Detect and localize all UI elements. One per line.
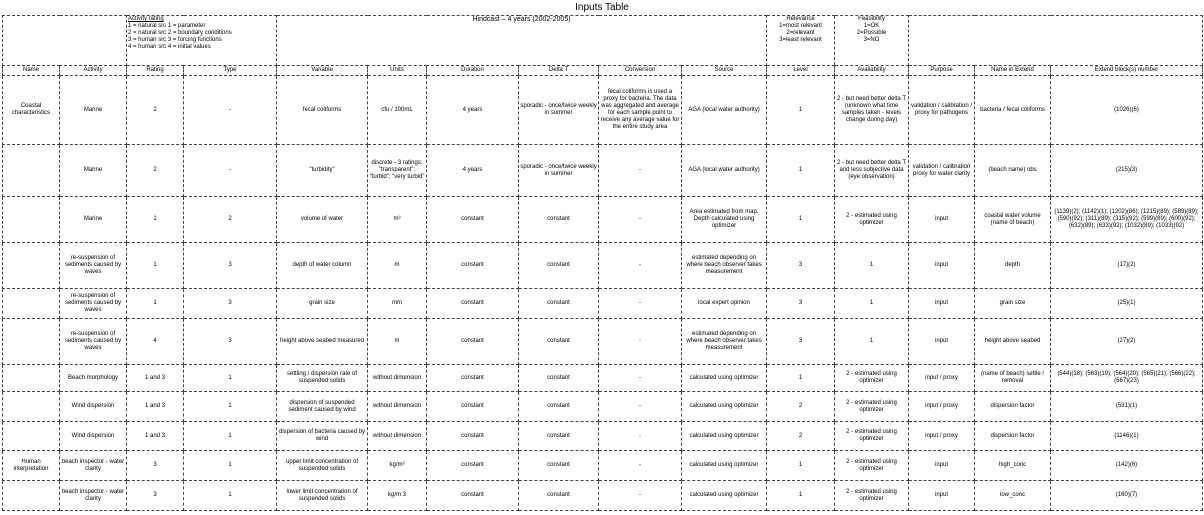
- cell-units: cfu / 100mL: [368, 76, 427, 145]
- cell-duration: constant: [427, 197, 519, 243]
- col-header-conversion: Conversion: [599, 66, 682, 76]
- cell-name: [3, 392, 60, 422]
- hindcast-header: [277, 16, 767, 66]
- cell-units: kg/m 3: [368, 481, 427, 511]
- col-header-units: Units: [368, 66, 427, 76]
- cell-variable: upper limit concentration of suspended solids: [277, 451, 368, 481]
- cell-type: 1: [184, 451, 277, 481]
- cell-delta-t: constant: [519, 197, 599, 243]
- cell-name: [3, 481, 60, 511]
- cell-units: without dimension: [368, 365, 427, 392]
- cell-conversion: -: [599, 197, 682, 243]
- cell-name: Human interpretation: [3, 451, 60, 481]
- cell-extend-name: low_conc: [975, 481, 1051, 511]
- col-header-variable: Variable: [277, 66, 368, 76]
- cell-delta-t: constant: [519, 451, 599, 481]
- cell-delta-t: constant: [519, 319, 599, 365]
- col-header-level: Level: [767, 66, 835, 76]
- cell-activity: re-suspension of sediments caused by waves: [60, 243, 127, 289]
- legend-line: 4 = human src 4 = initial values: [128, 44, 211, 50]
- cell-units: without dimension: [368, 422, 427, 451]
- cell-source: AGA (local water authority): [682, 145, 767, 197]
- feasibility-line: 1=OK: [863, 23, 880, 29]
- cell-duration: 4 years: [427, 145, 519, 197]
- cell-extend-block: (142)(6): [1051, 451, 1203, 481]
- cell-level: 1: [767, 481, 835, 511]
- cell-duration: constant: [427, 319, 519, 365]
- table-row: [3, 76, 1203, 145]
- cell-availability: 2 - estimated using optimizer: [835, 365, 909, 392]
- col-header-purpose: Purpose: [909, 66, 975, 76]
- cell-type: 3: [184, 319, 277, 365]
- col-header-extend-block: Extend block(s) number: [1051, 66, 1203, 76]
- cell-activity: re-suspension of sediments caused by waves: [60, 289, 127, 319]
- cell-source: calculated using optimizer: [682, 365, 767, 392]
- cell-units: m³: [368, 197, 427, 243]
- cell-extend-name: high_conc: [975, 451, 1051, 481]
- cell-availability: 2 - but need better delta T (unknown what time samples taken - levels change during day): [835, 76, 909, 145]
- cell-name: Coastal characteristics: [3, 76, 60, 145]
- cell-extend-block: (1026)(6): [1051, 76, 1203, 145]
- cell-activity: Beach morphology: [60, 365, 127, 392]
- feasibility-line: 2=Possible: [856, 30, 887, 36]
- col-header-rating: Rating: [127, 66, 184, 76]
- cell-rating: 2: [127, 145, 184, 197]
- cell-units: without dimension: [368, 392, 427, 422]
- relevance-header: [767, 16, 835, 66]
- cell-type: 1: [184, 481, 277, 511]
- cell-type: 3: [184, 289, 277, 319]
- cell-activity: re-suspension of sediments caused by waves: [60, 319, 127, 365]
- cell-level: 1: [767, 197, 835, 243]
- cell-conversion: -: [599, 243, 682, 289]
- col-header-availability: Availability: [835, 66, 909, 76]
- cell-rating: 1 and 3: [127, 392, 184, 422]
- cell-source: AGA (local water authority): [682, 76, 767, 145]
- col-header-extend-name: Name in Extend: [975, 66, 1051, 76]
- feasibility-header: [835, 16, 909, 66]
- cell-units: discrete - 3 ratings: "transparent"; "turbid"; "very turbid": [368, 145, 427, 197]
- table-row: [3, 392, 1203, 422]
- table-body: [3, 76, 1203, 511]
- cell-name: [3, 289, 60, 319]
- cell-variable: "turbidity": [277, 145, 368, 197]
- hindcast-label: Hindcast – 4 years (2002-2005): [472, 16, 571, 23]
- cell-delta-t: constant: [519, 481, 599, 511]
- cell-level: 1: [767, 451, 835, 481]
- cell-duration: constant: [427, 243, 519, 289]
- cell-source: local expert opinion: [682, 289, 767, 319]
- cell-extend-block: (1139)(2); (1142)(1); (1202)(86); (1215)(89); (589)(89); (590)(92); (311)(89); (315)(92); (599)(89); (600)(92); (632)(89); (633)(92); (1032)(89); (1033)(92): [1051, 197, 1203, 243]
- cell-name: [3, 197, 60, 243]
- cell-conversion: -: [599, 145, 682, 197]
- cell-extend-name: grain size: [975, 289, 1051, 319]
- cell-purpose: input / proxy: [909, 392, 975, 422]
- cell-availability: 2 - estimated using optimizer: [835, 422, 909, 451]
- cell-rating: 3: [127, 451, 184, 481]
- cell-purpose: validation / calibration proxy for water clarity: [909, 145, 975, 197]
- table-row: [3, 243, 1203, 289]
- cell-source: calculated using optimizer: [682, 422, 767, 451]
- cell-units: mm: [368, 289, 427, 319]
- table-row: [3, 197, 1203, 243]
- cell-variable: volume of water: [277, 197, 368, 243]
- cell-conversion: -: [599, 392, 682, 422]
- cell-source: calculated using optimizer: [682, 481, 767, 511]
- cell-activity: Wind dispersion: [60, 392, 127, 422]
- table-title: Inputs Table: [575, 2, 629, 13]
- cell-type: 2: [184, 197, 277, 243]
- cell-purpose: input: [909, 319, 975, 365]
- legend-line: 2 = natural src 2 = boundary conditions: [128, 30, 232, 36]
- table-row: [3, 422, 1203, 451]
- relevance-heading: Relevance: [786, 16, 815, 22]
- legend-line: 3 = human src 3 = forcing functions: [128, 37, 222, 43]
- cell-extend-name: bacteria / fecal coliforms: [975, 76, 1051, 145]
- cell-conversion: -: [599, 481, 682, 511]
- cell-level: 1: [767, 76, 835, 145]
- cell-variable: depth of water column: [277, 243, 368, 289]
- blank-group-cell: [909, 16, 1203, 66]
- table-row: [3, 451, 1203, 481]
- cell-type: -: [184, 76, 277, 145]
- cell-name: [3, 243, 60, 289]
- col-header-name: Name: [3, 66, 60, 76]
- cell-units: m: [368, 319, 427, 365]
- cell-activity: Wind dispersion: [60, 422, 127, 451]
- blank-group-cell: [3, 16, 127, 66]
- col-header-delta-t: Delta T: [519, 66, 599, 76]
- cell-extend-block: (17)(2): [1051, 243, 1203, 289]
- cell-purpose: input: [909, 243, 975, 289]
- cell-source: estimated depending on where beach observer takes measurement: [682, 319, 767, 365]
- cell-duration: constant: [427, 365, 519, 392]
- cell-type: -: [184, 145, 277, 197]
- table-row: [3, 289, 1203, 319]
- cell-level: 1: [767, 365, 835, 392]
- col-header-source: Source: [682, 66, 767, 76]
- cell-source: calculated using optimizer: [682, 392, 767, 422]
- cell-units: m: [368, 243, 427, 289]
- cell-rating: 3: [127, 481, 184, 511]
- cell-purpose: input: [909, 451, 975, 481]
- cell-delta-t: sporadic - once/twice weekly in summer: [519, 145, 599, 197]
- cell-delta-t: sporadic - once/twice weekly in summer: [519, 76, 599, 145]
- cell-variable: height above seabed measured: [277, 319, 368, 365]
- cell-availability: 2 - estimated using optimizer: [835, 451, 909, 481]
- table-row: [3, 145, 1203, 197]
- cell-extend-block: (531)(1): [1051, 392, 1203, 422]
- cell-conversion: -: [599, 319, 682, 365]
- cell-extend-block: (215)(3): [1051, 145, 1203, 197]
- cell-level: 2: [767, 422, 835, 451]
- cell-rating: 1: [127, 243, 184, 289]
- cell-rating: 2: [127, 76, 184, 145]
- cell-extend-block: (27)(2): [1051, 319, 1203, 365]
- feasibility-heading: Feasibility: [858, 16, 885, 22]
- cell-availability: 2 - estimated using optimizer: [835, 197, 909, 243]
- activity-rating-heading: Activity rating: [128, 16, 164, 22]
- cell-rating: 1: [127, 289, 184, 319]
- cell-purpose: input / proxy: [909, 422, 975, 451]
- cell-source: Area estimated from map. Depth calculated using optimizer: [682, 197, 767, 243]
- cell-availability: 2 - estimated using optimizer: [835, 481, 909, 511]
- cell-delta-t: constant: [519, 289, 599, 319]
- inputs-table: [2, 15, 1203, 511]
- relevance-line: 1=most relevant: [779, 23, 822, 29]
- cell-level: 3: [767, 319, 835, 365]
- cell-type: 1: [184, 392, 277, 422]
- cell-delta-t: constant: [519, 243, 599, 289]
- col-header-type: Type: [184, 66, 277, 76]
- cell-availability: 1: [835, 243, 909, 289]
- cell-extend-block: (160)(7): [1051, 481, 1203, 511]
- cell-units: kg/m³: [368, 451, 427, 481]
- cell-availability: 1: [835, 289, 909, 319]
- cell-conversion: -: [599, 451, 682, 481]
- cell-type: 3: [184, 243, 277, 289]
- cell-extend-name: height above seabed: [975, 319, 1051, 365]
- cell-level: 3: [767, 243, 835, 289]
- cell-extend-block: (1146)(1): [1051, 422, 1203, 451]
- cell-source: calculated using optimizer: [682, 451, 767, 481]
- cell-purpose: input: [909, 197, 975, 243]
- cell-extend-block: (544)(18); (563)(19); (564)(20); (565)(21); (566)(22); (567)(23): [1051, 365, 1203, 392]
- column-header-row: [3, 66, 1203, 76]
- cell-delta-t: constant: [519, 392, 599, 422]
- cell-name: [3, 365, 60, 392]
- cell-extend-name: coastal water volume (name of beach): [975, 197, 1051, 243]
- cell-duration: constant: [427, 451, 519, 481]
- cell-purpose: input: [909, 481, 975, 511]
- cell-variable: fecal coliforms: [277, 76, 368, 145]
- cell-extend-name: dispersion factor: [975, 392, 1051, 422]
- relevance-line: 3=least relevant: [779, 37, 822, 43]
- cell-extend-block: (25)(1): [1051, 289, 1203, 319]
- cell-duration: constant: [427, 422, 519, 451]
- cell-variable: settling / dispersion rate of suspended solids: [277, 365, 368, 392]
- cell-name: [3, 422, 60, 451]
- cell-conversion: -: [599, 422, 682, 451]
- cell-rating: 1 and 3: [127, 422, 184, 451]
- cell-purpose: validation / calibration / proxy for pathogens: [909, 76, 975, 145]
- cell-level: 3: [767, 289, 835, 319]
- cell-activity: beach inspector - water clarity: [60, 451, 127, 481]
- cell-activity: Marine: [60, 145, 127, 197]
- cell-conversion: fecal coliforms is used a proxy for bacteria. The data was aggregated and average for each sample point to receive any average value for the entire study area: [599, 76, 682, 145]
- cell-activity: Marine: [60, 76, 127, 145]
- cell-source: estimated depending on where beach observer takes measurement: [682, 243, 767, 289]
- cell-variable: dispersion of bacteria caused by wind: [277, 422, 368, 451]
- cell-type: 1: [184, 422, 277, 451]
- cell-extend-name: (name of beach) settle / removal: [975, 365, 1051, 392]
- col-header-duration: Duration: [427, 66, 519, 76]
- activity-rating-legend: [127, 16, 277, 66]
- cell-conversion: -: [599, 289, 682, 319]
- cell-extend-name: depth: [975, 243, 1051, 289]
- cell-activity: beach inspector - water clarity: [60, 481, 127, 511]
- cell-level: 1: [767, 145, 835, 197]
- feasibility-line: 3=NO: [863, 37, 880, 43]
- cell-availability: 1: [835, 319, 909, 365]
- cell-duration: constant: [427, 481, 519, 511]
- cell-name: [3, 319, 60, 365]
- cell-conversion: -: [599, 365, 682, 392]
- cell-extend-name: (beach name) obs: [975, 145, 1051, 197]
- cell-rating: 1: [127, 197, 184, 243]
- cell-duration: constant: [427, 392, 519, 422]
- cell-duration: 4 years: [427, 76, 519, 145]
- table-row: [3, 481, 1203, 511]
- table-row: [3, 365, 1203, 392]
- col-header-activity: Activity: [60, 66, 127, 76]
- cell-availability: 2 - estimated using optimizer: [835, 392, 909, 422]
- cell-duration: constant: [427, 289, 519, 319]
- group-header-row: [3, 16, 1203, 66]
- cell-variable: dispersion of suspended sediment caused by wind: [277, 392, 368, 422]
- cell-variable: grain size: [277, 289, 368, 319]
- cell-purpose: input: [909, 289, 975, 319]
- cell-purpose: input / proxy: [909, 365, 975, 392]
- cell-type: 1: [184, 365, 277, 392]
- table-row: [3, 319, 1203, 365]
- cell-name: [3, 145, 60, 197]
- cell-level: 2: [767, 392, 835, 422]
- cell-activity: Marine: [60, 197, 127, 243]
- cell-variable: lower limit concentration of suspended solids: [277, 481, 368, 511]
- cell-extend-name: dispersion factor: [975, 422, 1051, 451]
- cell-delta-t: constant: [519, 422, 599, 451]
- cell-rating: 1 and 3: [127, 365, 184, 392]
- relevance-line: 2=relevant: [786, 30, 815, 36]
- cell-availability: 2 - but need better delta T and less subjective data (eye observation): [835, 145, 909, 197]
- cell-rating: 4: [127, 319, 184, 365]
- cell-delta-t: constant: [519, 365, 599, 392]
- legend-line: 1 = natural src 1 = parameter: [128, 23, 206, 29]
